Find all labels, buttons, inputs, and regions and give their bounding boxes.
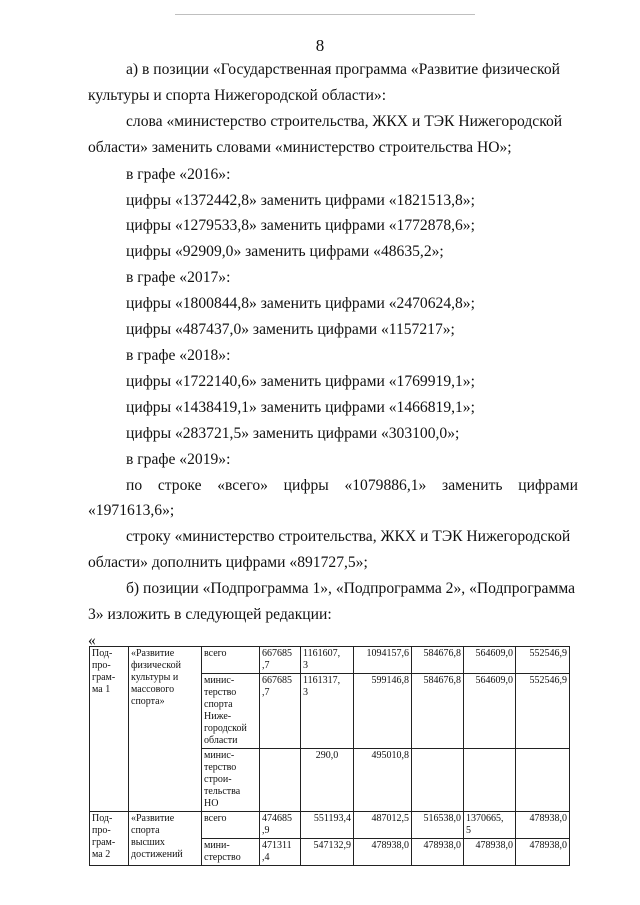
subprogram-label: Под- про- грам- ма 2 xyxy=(90,812,129,866)
value-cell: 478938,0 xyxy=(516,839,570,866)
value-cell: 667685 ,7 xyxy=(260,674,301,749)
subprogram-label: Под- про- грам- ма 1 xyxy=(90,647,129,812)
text-line: области» дополнить цифрами «891727,5»; xyxy=(88,554,368,571)
text-line: области» заменить словами «министерство строительства НО»; xyxy=(88,139,512,156)
text-line-justified xyxy=(126,476,578,496)
value-cell: 478938,0 xyxy=(412,839,464,866)
text-line: 3» изложить в следующей редакции: xyxy=(88,606,332,623)
text-line: цифры «1372442,8» заменить цифрами «1821513,8»; xyxy=(126,192,475,209)
text-line: цифры «1279533,8» заменить цифрами «1772878,6»; xyxy=(126,217,475,234)
funding-source: мини- стерство xyxy=(202,839,260,866)
word: «1079886,1» xyxy=(344,477,427,494)
value-cell: 551193,4 xyxy=(301,812,354,839)
text-line: слова «министерство строительства, ЖКХ и ТЭК Нижегородской xyxy=(126,113,563,130)
text-line: «1971613,6»; xyxy=(88,502,175,519)
value-cell: 495010,8 xyxy=(354,749,412,812)
value-cell: 474685 ,9 xyxy=(260,812,301,839)
value-cell: 547132,9 xyxy=(301,839,354,866)
subprogram-table xyxy=(89,646,570,866)
value-cell: 1370665, 5 xyxy=(464,812,516,839)
value-cell: 290,0 xyxy=(301,749,354,812)
value-cell: 1161317, 3 xyxy=(301,674,354,749)
word: цифрами xyxy=(518,477,578,494)
subprogram-name: «Развитие физической культуры и массового спорта» xyxy=(129,647,202,812)
text-line: в графе «2018»: xyxy=(126,347,231,364)
text-line: цифры «1800844,8» заменить цифрами «2470624,8»; xyxy=(126,295,475,312)
value-cell: 584676,8 xyxy=(412,647,464,674)
word: «всего» xyxy=(217,477,268,494)
word: строке xyxy=(157,477,202,494)
value-cell: 584676,8 xyxy=(412,674,464,749)
text-line: б) позиции «Подпрограмма 1», «Подпрограмма 2», «Подпрограмма xyxy=(126,580,576,597)
word: по xyxy=(126,477,143,494)
value-cell: 564609,0 xyxy=(464,647,516,674)
value-cell: 552546,9 xyxy=(516,674,570,749)
text-line: строку «министерство строительства, ЖКХ и ТЭК Нижегородской xyxy=(126,528,571,545)
value-cell: 516538,0 xyxy=(412,812,464,839)
text-line: в графе «2016»: xyxy=(126,166,231,183)
text-line: цифры «283721,5» заменить цифрами «303100,0»; xyxy=(126,425,460,442)
funding-source: всего xyxy=(202,812,260,839)
value-cell: 667685 ,7 xyxy=(260,647,301,674)
value-cell: 478938,0 xyxy=(464,839,516,866)
value-cell xyxy=(464,749,516,812)
value-cell xyxy=(260,749,301,812)
text-line: культуры и спорта Нижегородской области»: xyxy=(88,87,387,104)
funding-source: всего xyxy=(202,647,260,674)
subprogram-name: «Развитие спорта высших достижений xyxy=(129,812,202,866)
value-cell: 599146,8 xyxy=(354,674,412,749)
text-line: цифры «487437,0» заменить цифрами «1157217»; xyxy=(126,321,455,338)
text-line: цифры «1438419,1» заменить цифрами «1466819,1»; xyxy=(126,399,475,416)
word: заменить xyxy=(442,477,503,494)
page-number: 8 xyxy=(315,36,325,55)
text-line: а) в позиции «Государственная программа «Развитие физической xyxy=(126,61,560,78)
text-line: цифры «1722140,6» заменить цифрами «1769919,1»; xyxy=(126,373,475,390)
value-cell: 552546,9 xyxy=(516,647,570,674)
open-quote-mark: « xyxy=(88,632,96,649)
table-row xyxy=(90,812,570,839)
value-cell: 471311 ,4 xyxy=(260,839,301,866)
funding-source: минис- терство строи- тельства НО xyxy=(202,749,260,812)
value-cell xyxy=(412,749,464,812)
text-line: цифры «92909,0» заменить цифрами «48635,2»; xyxy=(126,243,444,260)
value-cell: 564609,0 xyxy=(464,674,516,749)
value-cell: 478938,0 xyxy=(516,812,570,839)
table-row xyxy=(90,647,570,674)
funding-source: минис- терство спорта Ниже- городской области xyxy=(202,674,260,749)
value-cell: 1161607, 3 xyxy=(301,647,354,674)
value-cell: 1094157,6 xyxy=(354,647,412,674)
text-line: в графе «2017»: xyxy=(126,269,231,286)
text-line: в графе «2019»: xyxy=(126,451,231,468)
value-cell: 487012,5 xyxy=(354,812,412,839)
value-cell xyxy=(516,749,570,812)
scan-edge-line xyxy=(175,14,475,15)
value-cell: 478938,0 xyxy=(354,839,412,866)
word: цифры xyxy=(283,477,329,494)
